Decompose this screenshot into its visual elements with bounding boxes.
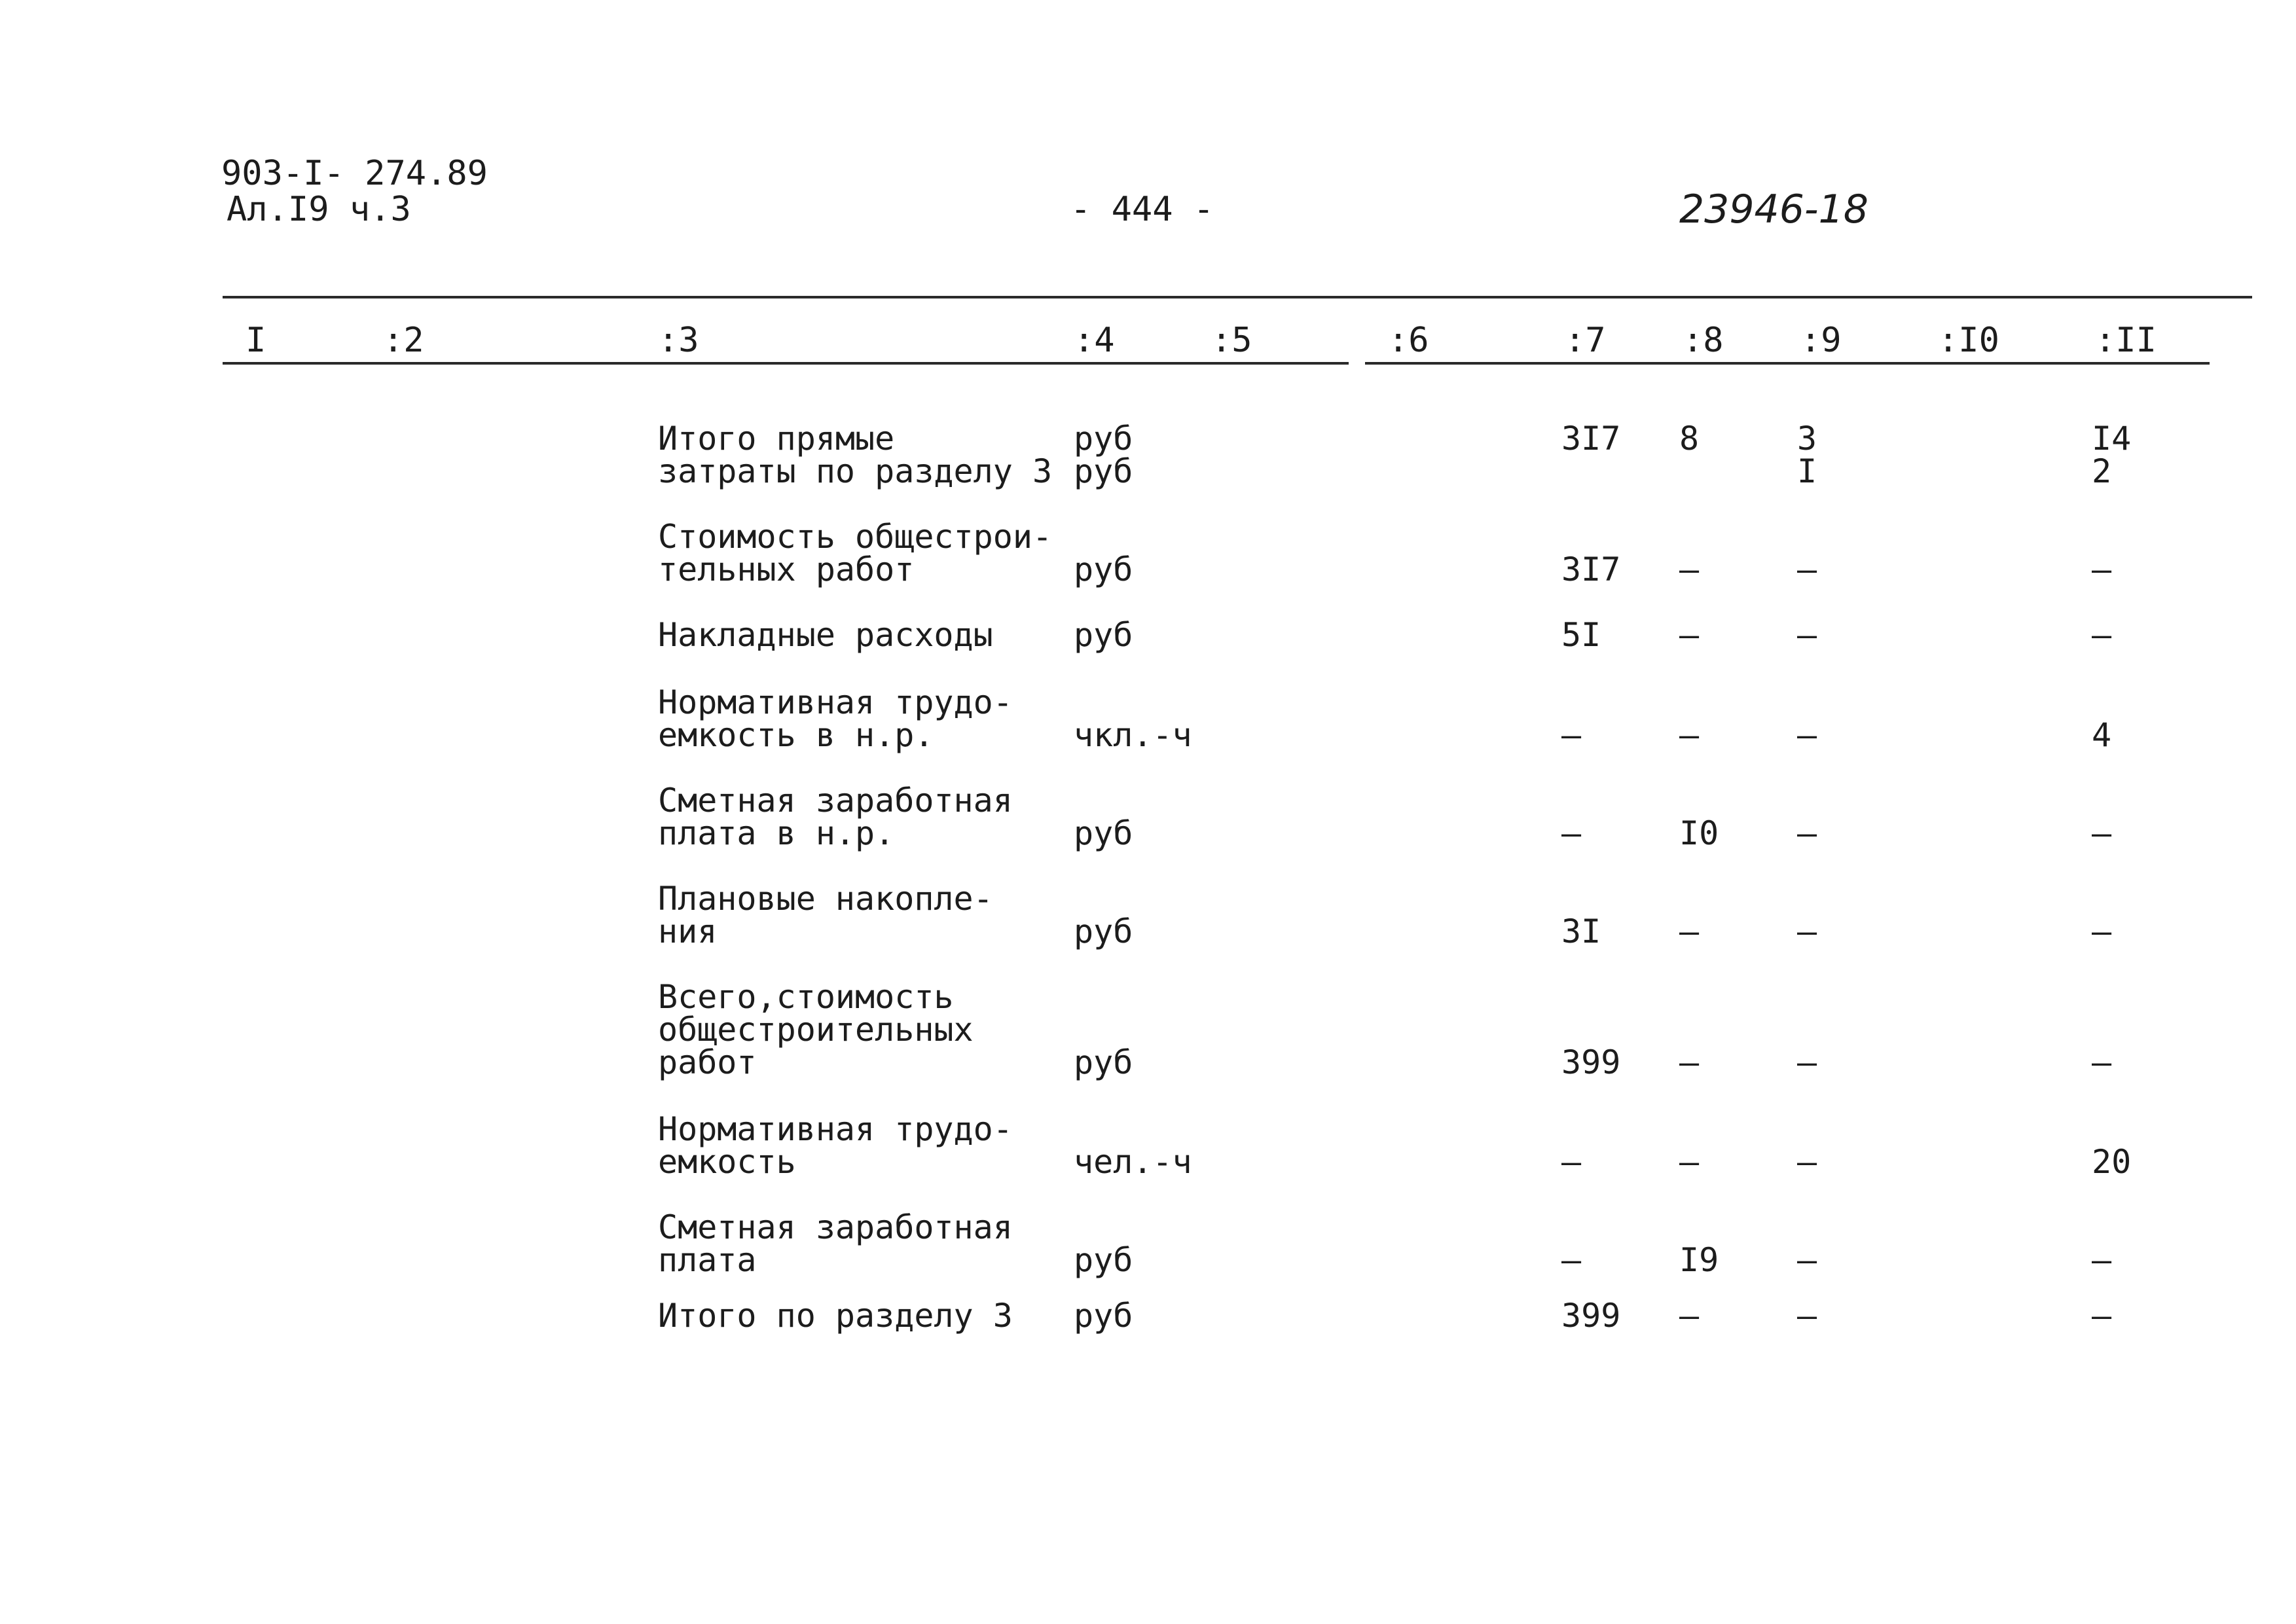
header-underline-right <box>1365 362 2210 365</box>
cell-col8: – <box>1679 616 1700 654</box>
cell-col8: – <box>1679 912 1700 950</box>
cell-col11: – <box>2092 550 2112 588</box>
row-unit: руб <box>1074 1043 1133 1081</box>
row-description: затраты по разделу 3 <box>658 452 1053 490</box>
cell-col8: – <box>1679 1143 1700 1181</box>
row-description: Плановые накопле- <box>658 880 993 918</box>
album-reference: Ал.I9 ч.3 <box>227 190 411 229</box>
cell-col7: 3I7 <box>1561 550 1621 588</box>
row-description: Сметная заработная <box>658 1208 1013 1246</box>
row-unit: руб <box>1074 550 1133 588</box>
cell-col11: – <box>2092 616 2112 654</box>
row-description: плата <box>658 1241 757 1279</box>
row-unit: руб <box>1074 814 1133 852</box>
row-unit: чкл.-ч <box>1074 716 1192 754</box>
column-header-6: :6 <box>1388 321 1429 360</box>
row-description: тельных работ <box>658 550 915 588</box>
header-underline-left <box>223 362 1349 365</box>
column-header-9: :9 <box>1800 321 1842 360</box>
document-number: 23946-18 <box>1679 187 1868 232</box>
column-header-10: :I0 <box>1938 321 1999 360</box>
row-description: Нормативная трудо- <box>658 683 1013 721</box>
row-description: емкость в н.р. <box>658 716 934 754</box>
cell-col7: – <box>1561 1143 1582 1181</box>
cell-col11: 4 <box>2092 716 2112 754</box>
row-description: емкость <box>658 1143 796 1181</box>
column-header-5: :5 <box>1211 321 1252 360</box>
cell-col7: – <box>1561 716 1582 754</box>
row-unit: руб <box>1074 1297 1133 1335</box>
cell-col7: – <box>1561 814 1582 852</box>
cell-col11: 2 <box>2092 452 2112 490</box>
row-description: Итого по разделу 3 <box>658 1297 1013 1335</box>
cell-col9: – <box>1797 814 1817 852</box>
cell-col11: – <box>2092 912 2112 950</box>
column-header-1: I <box>246 321 266 360</box>
page-number: - 444 - <box>1070 190 1214 229</box>
cell-col9: – <box>1797 1241 1817 1279</box>
cell-col9: I <box>1797 452 1817 490</box>
column-header-7: :7 <box>1565 321 1606 360</box>
top-rule <box>223 296 2252 298</box>
cell-col11: I4 <box>2092 420 2132 458</box>
row-description: общестроительных <box>658 1011 974 1049</box>
column-header-3: :3 <box>658 321 699 360</box>
column-header-2: :2 <box>383 321 424 360</box>
column-header-8: :8 <box>1683 321 1724 360</box>
cell-col9: 3 <box>1797 420 1817 458</box>
cell-col11: – <box>2092 1297 2112 1335</box>
cell-col7: 399 <box>1561 1043 1621 1081</box>
cell-col9: – <box>1797 716 1817 754</box>
cell-col8: – <box>1679 1297 1700 1335</box>
cell-col8: 8 <box>1679 420 1700 458</box>
row-unit: руб <box>1074 1241 1133 1279</box>
row-unit: руб <box>1074 912 1133 950</box>
column-header-4: :4 <box>1074 321 1115 360</box>
row-description: Накладные расходы <box>658 616 993 654</box>
row-description: ния <box>658 912 718 950</box>
cell-col11: – <box>2092 814 2112 852</box>
row-description: Стоимость общестрои- <box>658 518 1053 556</box>
cell-col9: – <box>1797 912 1817 950</box>
document-code: 903-I- 274.89 <box>221 154 488 193</box>
column-header-11: :II <box>2095 321 2157 360</box>
cell-col9: – <box>1797 1297 1817 1335</box>
row-description: плата в н.р. <box>658 814 895 852</box>
cell-col7: 3I7 <box>1561 420 1621 458</box>
cell-col9: – <box>1797 550 1817 588</box>
row-description: Всего,стоимость <box>658 978 954 1016</box>
cell-col8: – <box>1679 716 1700 754</box>
row-description: Итого прямые <box>658 420 895 458</box>
cell-col7: 5I <box>1561 616 1601 654</box>
cell-col11: – <box>2092 1043 2112 1081</box>
row-description: работ <box>658 1043 757 1081</box>
cell-col8: – <box>1679 550 1700 588</box>
cell-col8: I0 <box>1679 814 1719 852</box>
row-unit: руб <box>1074 452 1133 490</box>
cell-col11: 20 <box>2092 1143 2132 1181</box>
cell-col7: – <box>1561 1241 1582 1279</box>
cell-col9: – <box>1797 616 1817 654</box>
cell-col9: – <box>1797 1143 1817 1181</box>
cell-col7: 3I <box>1561 912 1601 950</box>
row-unit: руб <box>1074 420 1133 458</box>
row-unit: руб <box>1074 616 1133 654</box>
row-description: Нормативная трудо- <box>658 1110 1013 1148</box>
row-description: Сметная заработная <box>658 782 1013 820</box>
cell-col8: – <box>1679 1043 1700 1081</box>
row-unit: чел.-ч <box>1074 1143 1192 1181</box>
cell-col9: – <box>1797 1043 1817 1081</box>
cell-col7: 399 <box>1561 1297 1621 1335</box>
cell-col8: I9 <box>1679 1241 1719 1279</box>
cell-col11: – <box>2092 1241 2112 1279</box>
